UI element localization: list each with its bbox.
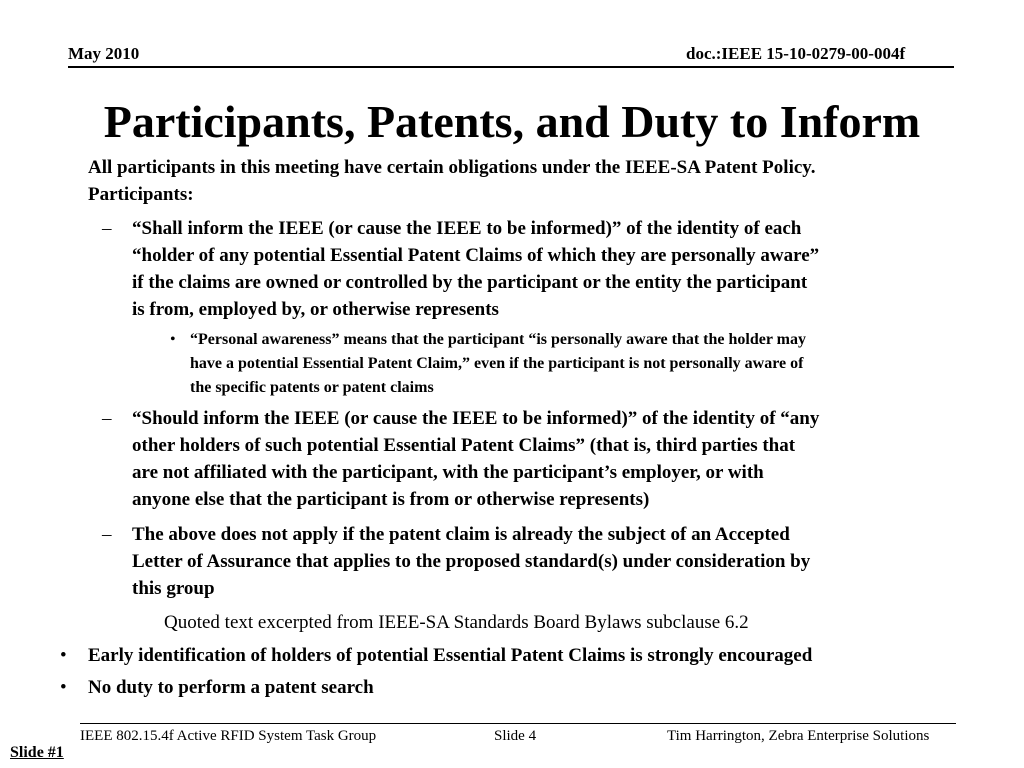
item1-line-3: if the claims are owned or controlled by the participant or the entity the participant <box>132 272 808 293</box>
item2-line-2: other holders of such potential Essential Patent Claims” (that is, third parties that <box>132 435 796 456</box>
item3-line-1: The above does not apply if the patent claim is already the subject of an Accepted <box>132 524 790 545</box>
bullet-no-patent-search: No duty to perform a patent search <box>88 677 374 698</box>
item1-sub-line-2: have a potential Essential Patent Claim,” even if the participant is not personally aware of <box>190 355 804 372</box>
sub-bullet-marker: • <box>170 331 176 348</box>
header-doc-id: doc.:IEEE 15-10-0279-00-004f <box>686 44 906 63</box>
item1-line-1: “Shall inform the IEEE (or cause the IEEE to be informed)” of the identity of each <box>132 218 802 239</box>
dash-marker-1: – <box>102 218 112 239</box>
footer-divider <box>80 723 956 724</box>
slide-tag-link[interactable]: Slide #1 <box>10 744 64 761</box>
bullet-marker-1: • <box>60 645 67 666</box>
bullet-early-identification: Early identification of holders of potential Essential Patent Claims is strongly encouraged <box>88 645 813 666</box>
item1-line-2: “holder of any potential Essential Patent Claims of which they are personally aware” <box>132 245 820 266</box>
item3-line-3: this group <box>132 578 215 599</box>
intro-line-2: Participants: <box>88 184 194 205</box>
item2-line-4: anyone else that the participant is from or otherwise represents) <box>132 489 650 510</box>
dash-marker-3: – <box>102 524 112 545</box>
item3-line-2: Letter of Assurance that applies to the proposed standard(s) under consideration by <box>132 551 811 572</box>
footer-group: IEEE 802.15.4f Active RFID System Task Group <box>80 728 377 744</box>
quote-source-note: Quoted text excerpted from IEEE-SA Standards Board Bylaws subclause 6.2 <box>164 612 749 633</box>
footer-slide-number: Slide 4 <box>494 728 537 744</box>
item1-line-4: is from, employed by, or otherwise represents <box>132 299 499 320</box>
item1-sub-line-1: “Personal awareness” means that the participant “is personally aware that the holder may <box>190 331 806 348</box>
slide-title: Participants, Patents, and Duty to Inform <box>103 96 921 147</box>
dash-marker-2: – <box>102 408 112 429</box>
header-date: May 2010 <box>68 44 140 63</box>
intro-line-1: All participants in this meeting have certain obligations under the IEEE-SA Patent Policy. <box>88 157 816 178</box>
item2-line-3: are not affiliated with the participant, with the participant’s employer, or with <box>132 462 764 483</box>
header-divider <box>68 66 954 68</box>
item1-sub-line-3: the specific patents or patent claims <box>190 379 434 396</box>
item2-line-1: “Should inform the IEEE (or cause the IEEE to be informed)” of the identity of “any <box>132 408 820 429</box>
bullet-marker-2: • <box>60 677 67 698</box>
footer-author: Tim Harrington, Zebra Enterprise Solutions <box>667 728 930 744</box>
